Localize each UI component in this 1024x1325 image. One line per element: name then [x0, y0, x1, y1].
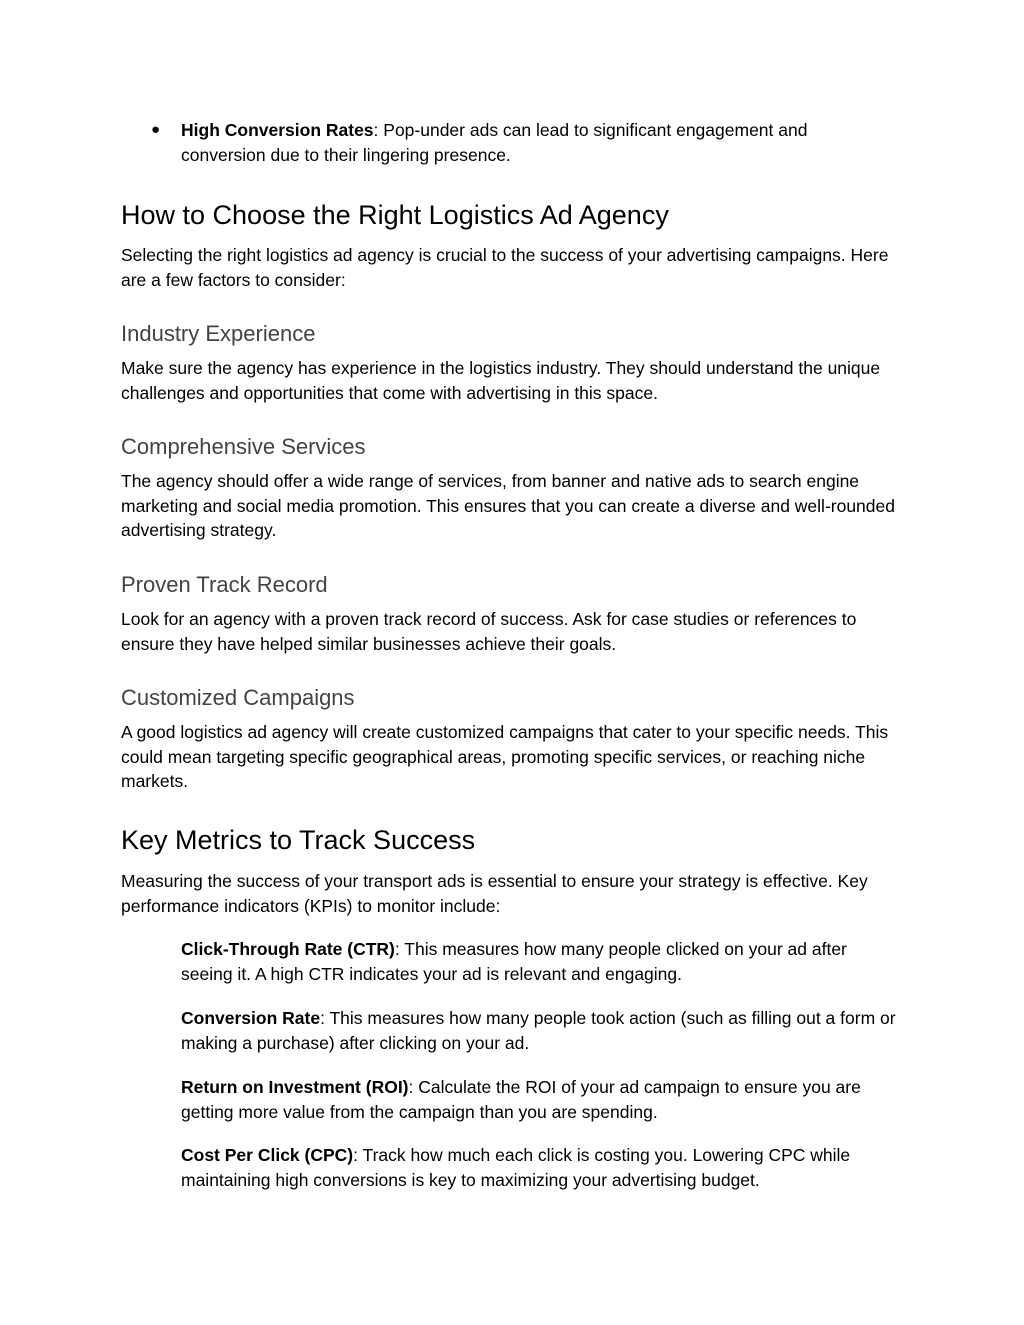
- bullet-list: [151, 118, 871, 167]
- metric-term: Return on Investment (ROI): [181, 1077, 409, 1097]
- metric-item-cpc: [181, 1143, 901, 1192]
- metric-text: : Calculate the ROI of your ad campaign to ensure you are getting more value from the campaign than you are spending.: [181, 1077, 861, 1122]
- section-intro-key-metrics: Measuring the success of your transport ads is essential to ensure your strategy is effective. Key performance indicators (KPIs) to monitor include:: [121, 871, 868, 916]
- subheading-proven-track-record: Proven Track Record: [121, 572, 328, 597]
- metric-item-ctr: [181, 937, 901, 986]
- metric-text: : Track how much each click is costing you. Lowering CPC while maintaining high conversions is key to maximizing your advertising budget.: [181, 1145, 851, 1190]
- bullet-term: High Conversion Rates: [181, 120, 374, 140]
- metric-item-roi: [181, 1075, 901, 1124]
- section-heading-key-metrics: Key Metrics to Track Success: [121, 825, 476, 855]
- metric-term: Conversion Rate: [181, 1008, 321, 1028]
- paragraph-proven-track-record: Look for an agency with a proven track record of success. Ask for case studies or references to ensure they have helped similar businesses achieve their goals.: [121, 609, 857, 654]
- metric-item-conversion-rate: [181, 1006, 901, 1055]
- subheading-industry-experience: Industry Experience: [121, 321, 316, 346]
- section-intro-choose-agency: Selecting the right logistics ad agency is crucial to the success of your advertising campaigns. Here are a few factors to consider:: [121, 245, 889, 290]
- metric-text: : This measures how many people clicked on your ad after seeing it. A high CTR indicates your ad is relevant and engaging.: [181, 939, 847, 984]
- section-heading-choose-agency: How to Choose the Right Logistics Ad Agency: [121, 200, 669, 230]
- metric-term: Click-Through Rate (CTR): [181, 939, 395, 959]
- subheading-customized-campaigns: Customized Campaigns: [121, 685, 355, 710]
- subheading-comprehensive-services: Comprehensive Services: [121, 434, 366, 459]
- metric-term: Cost Per Click (CPC): [181, 1145, 354, 1165]
- paragraph-comprehensive-services: The agency should offer a wide range of services, from banner and native ads to search engine marketing and social media promotion. This ensures that you can create a diverse and well-rounded advertising strategy.: [121, 471, 895, 540]
- list-item: [151, 118, 871, 167]
- metric-text: : This measures how many people took action (such as filling out a form or making a purchase) after clicking on your ad.: [181, 1008, 896, 1053]
- bullet-text: : Pop-under ads can lead to significant engagement and conversion due to their lingering presence.: [181, 120, 808, 165]
- paragraph-customized-campaigns: A good logistics ad agency will create customized campaigns that cater to your specific needs. This could mean targeting specific geographical areas, promoting specific services, or reaching niche markets.: [121, 722, 889, 791]
- bullet-dot-icon: ●: [151, 121, 161, 138]
- paragraph-industry-experience: Make sure the agency has experience in the logistics industry. They should understand the unique challenges and opportunities that come with advertising in this space.: [121, 358, 881, 403]
